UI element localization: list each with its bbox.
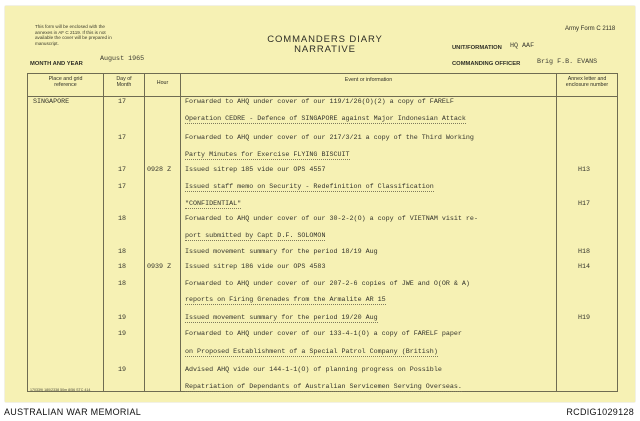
row-annex: H17 <box>578 200 591 208</box>
column-header-event: Event or information <box>344 77 393 83</box>
row-event-text: Issued movement summary for the period 18/19 Aug <box>185 248 378 256</box>
row-event-text: Advised AHQ vide our 144-1-1(O) of planning progress on Possible <box>185 366 442 374</box>
row-event-text: Party Minutes for Exercise FLYING BISCUIT <box>185 151 350 159</box>
row-day: 18 <box>118 263 127 271</box>
row-hour: 0939 Z <box>147 263 172 271</box>
row-event-text: Forwarded to AHQ under cover of our 133-4-1(O) a copy of FARELF paper <box>185 330 462 338</box>
enclosure-note: This form will be enclosed with the annexes in AF C 2119. If this is not available the cover will be prepared in manuscript. <box>35 24 112 46</box>
unit-label: UNIT/FORMATION <box>452 45 502 51</box>
row-event-text: on Proposed Establishment of a Special Patrol Company (British) <box>185 348 438 356</box>
column-divider <box>103 74 104 391</box>
form-title <box>245 35 405 55</box>
row-day: 19 <box>118 330 127 338</box>
column-divider <box>556 74 557 391</box>
row-event-text: Issued staff memo on Security - Redefinition of Classification <box>185 183 434 191</box>
row-day: 18 <box>118 248 127 256</box>
row-day: 17 <box>118 134 127 142</box>
archive-reference: RCDIG1029128 <box>566 407 634 417</box>
row-day: 17 <box>118 98 127 106</box>
diary-table <box>27 73 618 392</box>
row-hour: 0928 Z <box>147 166 172 174</box>
officer-label: COMMANDING OFFICER <box>452 61 521 67</box>
form-title-line1: COMMANDERS DIARY <box>267 34 383 45</box>
row-day: 18 <box>118 280 127 288</box>
column-header-annex: Annex letter and enclosure number <box>565 76 609 89</box>
row-annex: H13 <box>578 166 591 174</box>
archive-credit: AUSTRALIAN WAR MEMORIAL <box>4 407 142 417</box>
month-year-value: August 1965 <box>100 55 145 63</box>
column-header-hour: Hour <box>156 80 169 86</box>
column-divider <box>144 74 145 391</box>
month-year-label: MONTH AND YEAR <box>30 61 83 67</box>
row-place: SINGAPORE <box>33 98 70 106</box>
row-day: 19 <box>118 314 127 322</box>
row-event-text: "CONFIDENTIAL" <box>185 200 242 208</box>
row-event-text: Repatriation of Dependants of Australian Servicemen Serving Overseas. <box>185 383 462 391</box>
row-annex: H14 <box>578 263 591 271</box>
row-event-text: Issued movement summary for the period 19/20 Aug <box>185 314 378 322</box>
form-number: Army Form C 2118 <box>565 26 616 32</box>
row-annex: H18 <box>578 248 591 256</box>
header-separator <box>28 96 617 97</box>
officer-value: Brig F.B. EVANS <box>537 58 598 66</box>
print-code: 170339) 180/2338 50m 8/56 STC 414 <box>30 388 91 392</box>
column-divider <box>180 74 181 391</box>
column-header-place: Place and grid reference <box>48 76 83 89</box>
row-day: 17 <box>118 183 127 191</box>
row-event-text: Issued sitrep 186 vide our OPS 4583 <box>185 263 326 271</box>
row-annex: H19 <box>578 314 591 322</box>
row-event-text: Issued sitrep 185 vide our OPS 4557 <box>185 166 326 174</box>
row-day: 17 <box>118 166 127 174</box>
row-day: 19 <box>118 366 127 374</box>
form-title-line2: NARRATIVE <box>294 44 356 55</box>
unit-value: HQ AAF <box>510 42 535 50</box>
row-event-text: Forwarded to AHQ under cover of our 119/1/26(O)(2) a copy of FARELF <box>185 98 454 106</box>
row-event-text: port submitted by Capt D.F. SOLOMON <box>185 232 326 240</box>
row-event-text: Forwarded to AHQ under cover of our 30-2-2(O) a copy of VIETNAM visit re- <box>185 215 478 223</box>
row-event-text: Forwarded to AHQ under cover of our 217/3/21 a copy of the Third Working <box>185 134 474 142</box>
column-header-day: Day of Month <box>116 76 132 89</box>
row-day: 18 <box>118 215 127 223</box>
row-event-text: reports on Firing Grenades from the Armalite AR 15 <box>185 296 386 304</box>
row-event-text: Forwarded to AHQ under cover of our 207-2-6 copies of JWE and O(OR & A) <box>185 280 470 288</box>
row-event-text: Operation CEDRE - Defence of SINGAPORE against Major Indonesian Attack <box>185 115 466 123</box>
